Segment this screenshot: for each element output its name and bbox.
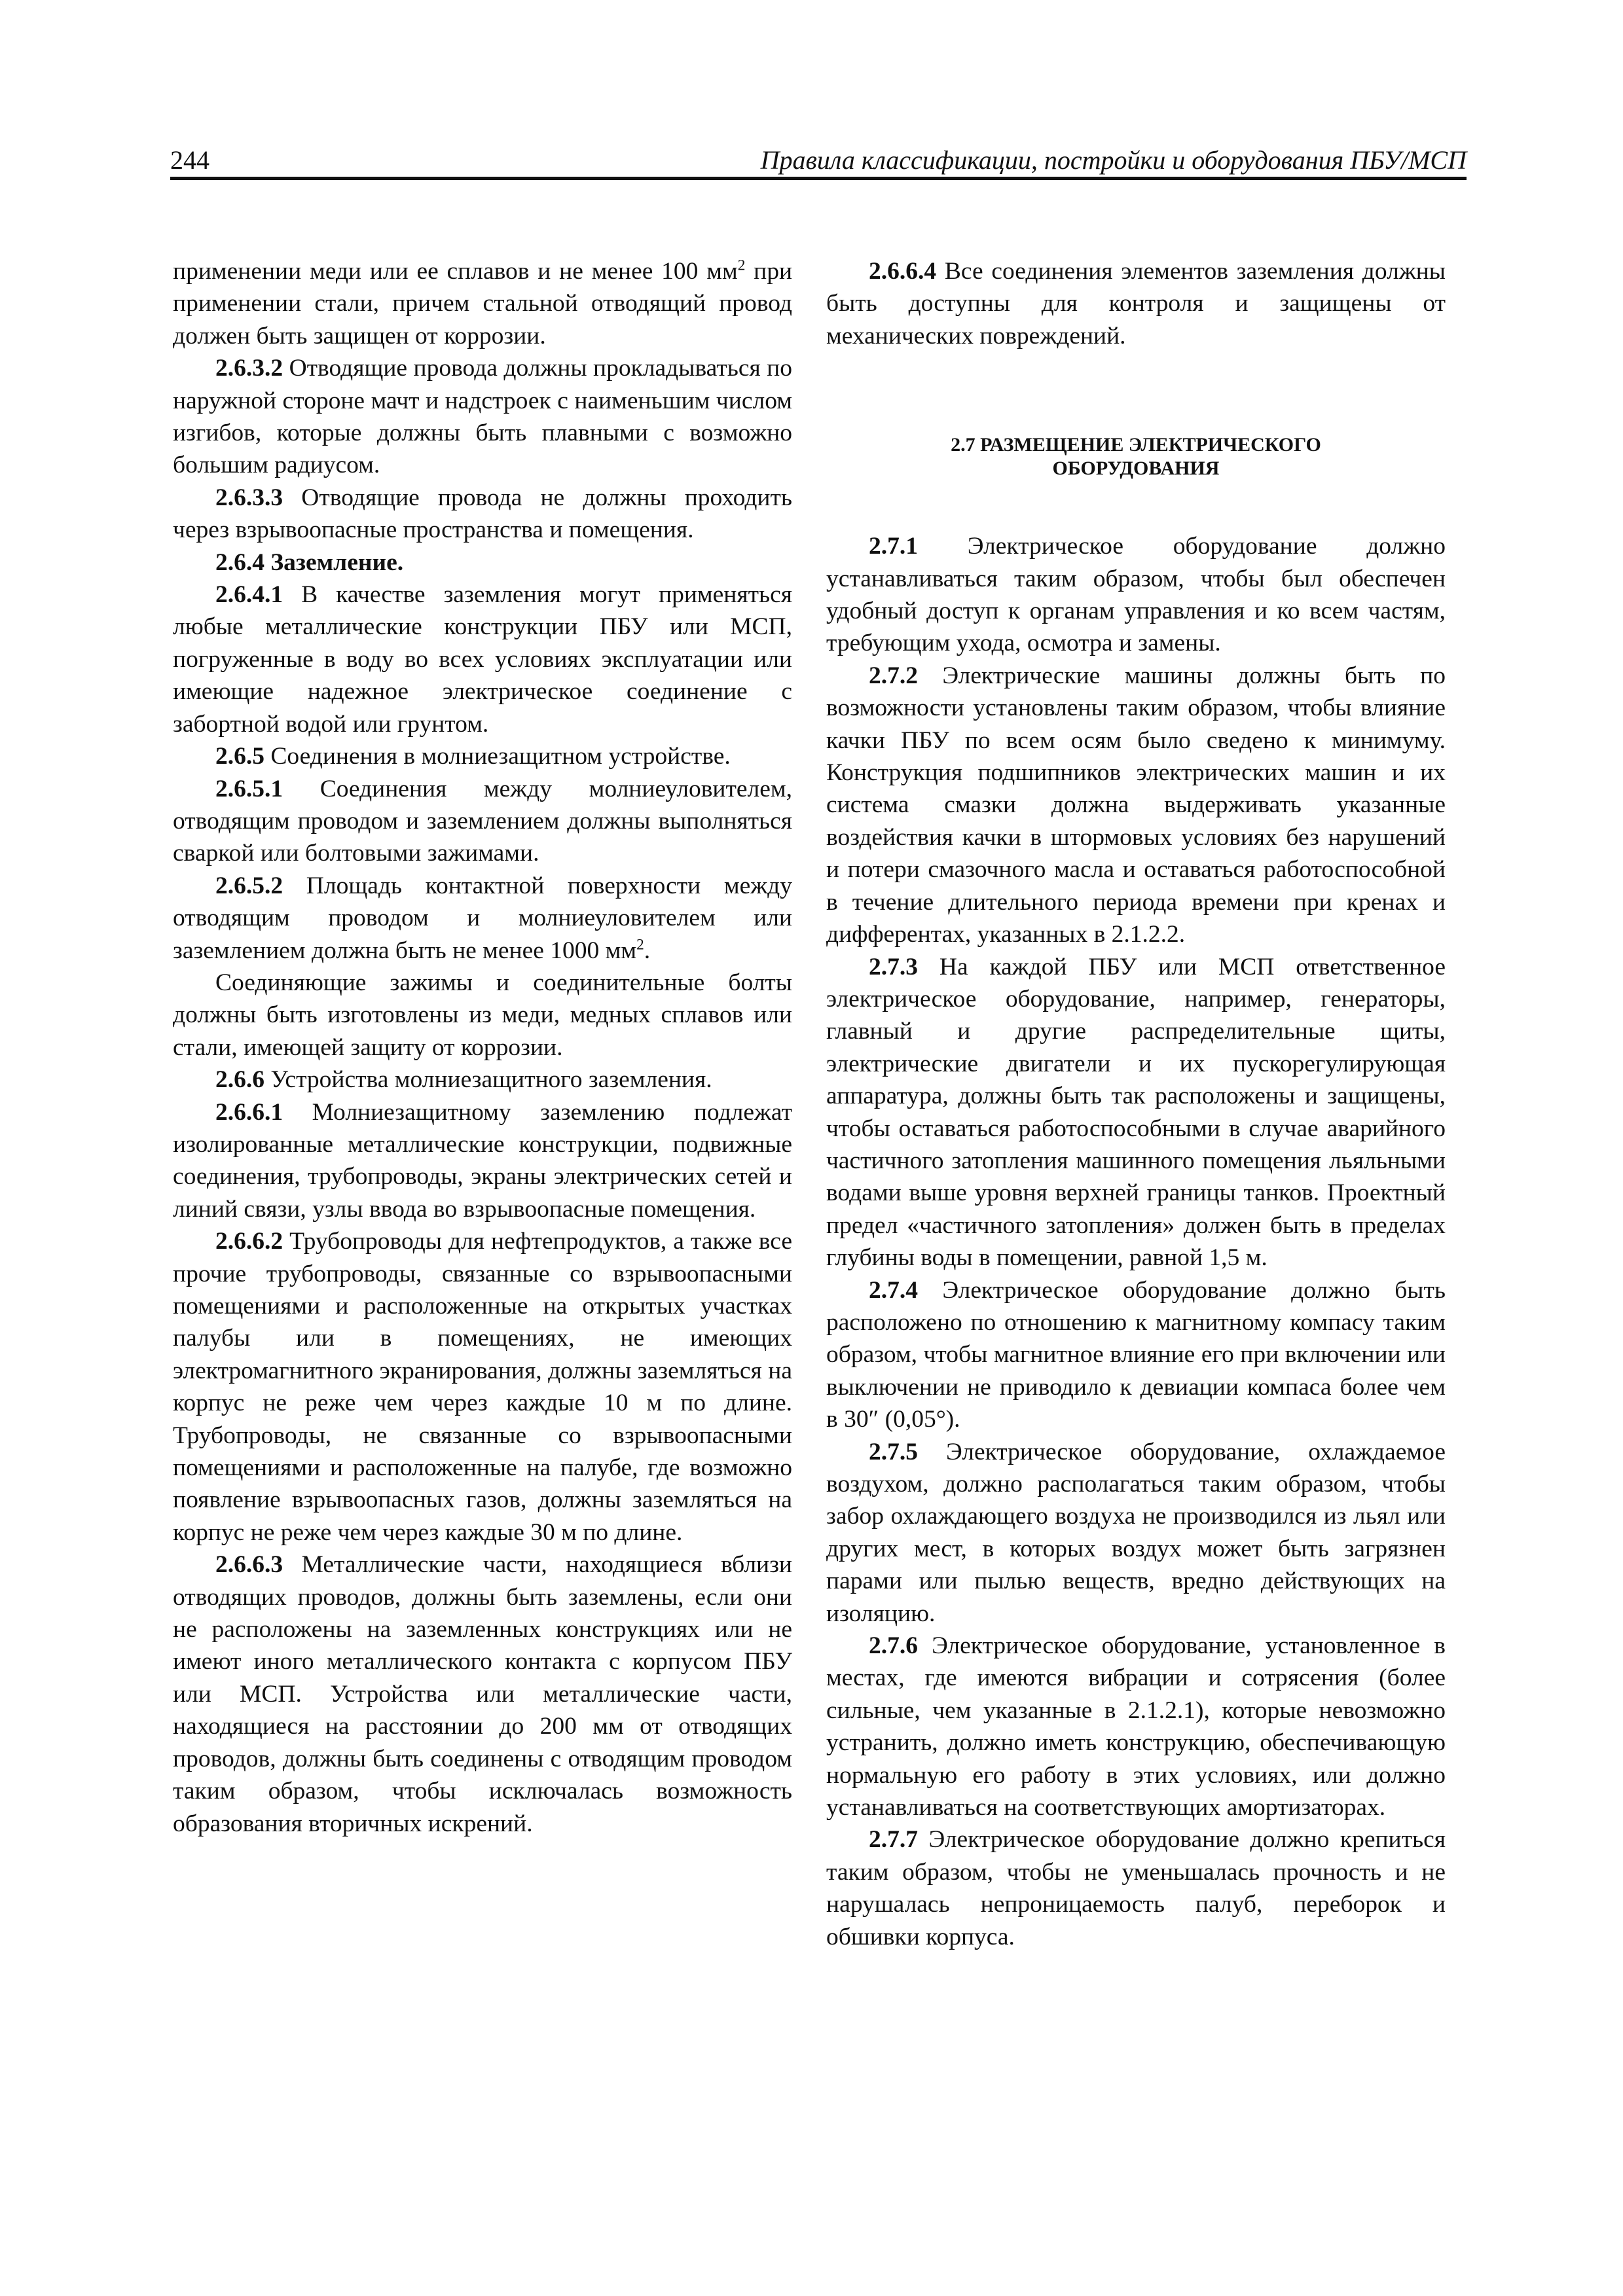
clause-number: 2.6.6.3	[215, 1551, 283, 1579]
section-heading: 2.7 РАЗМЕЩЕНИЕ ЭЛЕКТРИЧЕСКОГО ОБОРУДОВАНИЯ	[951, 434, 1321, 480]
running-title: Правила классификации, постройки и оборудования ПБУ/МСП	[760, 145, 1467, 175]
paragraph: 2.7.2 Электрические машины должны быть по возможности установлены таким образом, чтобы влияние качки ПБУ по всем осям было сведено к минимуму. Конструкция подшипников электрических машин и их система смазки должна выдерживать указанные воздействия качки в штормовых условиях без нарушений и потери смазочного масла и оставаться работоспособной в течение длительного периода времени при кренах и дифферентах, указанных в 2.1.2.2.	[826, 662, 1446, 948]
paragraph: 2.6.5 Соединения в молниезащитном устройстве.	[215, 743, 731, 770]
paragraph: 2.6.3.2 Отводящие провода должны прокладываться по наружной стороне мачт и надстроек с наименьшим числом изгибов, которые должны быть плавными с возможно большим радиусом.	[173, 355, 792, 479]
right-column	[826, 255, 1446, 1953]
clause-number: 2.7.3	[869, 953, 918, 980]
paragraph: 2.6.6.2 Трубопроводы для нефтепродуктов, а также все прочие трубопроводы, связанные со взрывоопасными помещениями и расположенные на открытых участках палубы или в помещениях, не имеющих электромагнитного экранирования, должны заземляться на корпус не реже чем через каждые 10 м по длине. Трубопроводы, не связанные со взрывоопасными помещениями и расположенные на палубе, где возможно появление взрывоопасных газов, должны заземляться на корпус не реже чем через каждые 30 м по длине.	[173, 1228, 792, 1546]
paragraph: применении меди или ее сплавов и не менее 100 $мм^2$ при применении стали, причем стальной отводящий провод должен быть защищен от коррозии.	[173, 257, 793, 350]
clause-number: 2.7.5	[869, 1438, 918, 1465]
paragraph: 2.7.7 Электрическое оборудование должно крепиться таким образом, чтобы не уменьшалась прочность и не нарушалась непроницаемость палуб, переборок и обшивки корпуса.	[826, 1826, 1446, 1950]
clause-number: 2.6.5.2	[215, 872, 283, 899]
clause-number: 2.6.6.2	[215, 1228, 283, 1255]
clause-number: 2.6.4	[215, 548, 264, 576]
paragraph: 2.6.3.3 Отводящие провода не должны проходить через взрывоопасные пространства и помещения.	[173, 484, 792, 544]
clause-number: 2.6.5.1	[215, 775, 283, 802]
clause-number: 2.6.5	[215, 743, 264, 770]
paragraph: 2.7.1 Электрическое оборудование должно устанавливаться таким образом, чтобы был обеспечен удобный доступ к органам управления и ко всем частям, требующим ухода, осмотра и замены.	[826, 533, 1446, 657]
left-column	[173, 255, 792, 1840]
clause-number: 2.6.6.4	[869, 258, 937, 285]
clause-number: 2.6.3.2	[215, 355, 283, 382]
paragraph: 2.6.4.1 В качестве заземления могут применяться любые металлические конструкции ПБУ или МСП, погруженные в воду во всех условиях эксплуатации или имеющие надежное электрическое соединение с забортной водой или грунтом.	[173, 581, 792, 738]
page-header	[170, 145, 1467, 180]
paragraph: Соединяющие зажимы и соединительные болты должны быть изготовлены из меди, медных сплавов или стали, имеющей защиту от коррозии.	[173, 969, 792, 1061]
paragraph: 2.7.6 Электрическое оборудование, установленное в местах, где имеются вибрации и сотрясения (более сильные, чем указанные в 2.1.2.1), которые невозможно устранить, должно иметь конструкцию, обеспечивающую нормальную его работу в этих условиях, или должно устанавливаться на соответствующих амортизаторах.	[826, 1632, 1446, 1821]
clause-number: 2.6.6	[215, 1066, 264, 1094]
page-number: 244	[170, 145, 210, 175]
paragraph: 2.6.5.2 Площадь контактной поверхности между отводящим проводом и молниеуловителем или заземлением должна быть не менее 1000 $мм^2$.	[173, 872, 792, 964]
clause-number: 2.7.1	[869, 533, 918, 560]
paragraph: 2.6.6.4 Все соединения элементов заземления должны быть доступны для контроля и защищены от механических повреждений.	[826, 258, 1446, 350]
paragraph: 2.7.3 На каждой ПБУ или МСП ответственное электрическое оборудование, например, генераторы, главный и другие распределительные щиты, электрические двигатели и их пускорегулирующая аппаратура, должны быть так расположены и защищены, чтобы оставаться работоспособными в случае аварийного частичного затопления машинного помещения льяльными водами выше уровня верхней границы танков. Проектный предел «частичного затопления» должен быть в пределах глубины воды в помещении, равной 1,5 м.	[826, 953, 1446, 1272]
clause-number: 2.6.6.1	[215, 1098, 283, 1126]
paragraph: 2.6.6 Устройства молниезащитного заземления.	[215, 1066, 712, 1094]
clause-number: 2.6.4.1	[215, 581, 283, 609]
clause-number: 2.7.6	[869, 1632, 918, 1660]
paragraph: 2.7.4 Электрическое оборудование должно быть расположено по отношению к магнитному компасу таким образом, чтобы магнитное влияние его при включении или выключении не приводило к девиации компаса более чем в 30″ (0,05°).	[826, 1276, 1446, 1433]
clause-number: 2.7.4	[869, 1276, 918, 1304]
paragraph: 2.6.5.1 Соединения между молниеуловителем, отводящим проводом и заземлением должны выполняться сваркой или болтовыми зажимами.	[173, 775, 792, 867]
clause-number: 2.7.7	[869, 1826, 918, 1854]
clause-number: 2.6.3.3	[215, 484, 283, 511]
paragraph: 2.6.6.3 Металлические части, находящиеся вблизи отводящих проводов, должны быть заземлены, если они не расположены на заземленных конструкциях или не имеют иного металлического контакта с корпусом ПБУ или МСП. Устройства или металлические части, находящиеся на расстоянии до 200 мм от отводящих проводов, должны быть соединены с отводящим проводом таким образом, чтобы исключалась возможность образования вторичных искрений.	[173, 1551, 792, 1837]
paragraph: 2.7.5 Электрическое оборудование, охлаждаемое воздухом, должно располагаться таким образом, чтобы забор охлаждающего воздуха не производился из льял или других мест, в которых воздух может быть загрязнен парами или пылью веществ, вредно действующих на изоляцию.	[826, 1438, 1446, 1627]
paragraph: 2.6.4 Заземление.	[215, 548, 404, 576]
clause-number: 2.7.2	[869, 662, 918, 689]
paragraph: 2.6.6.1 Молниезащитному заземлению подлежат изолированные металлические конструкции, подвижные соединения, трубопроводы, экраны электрических сетей и линий связи, узлы ввода во взрывоопасные помещения.	[173, 1098, 792, 1223]
